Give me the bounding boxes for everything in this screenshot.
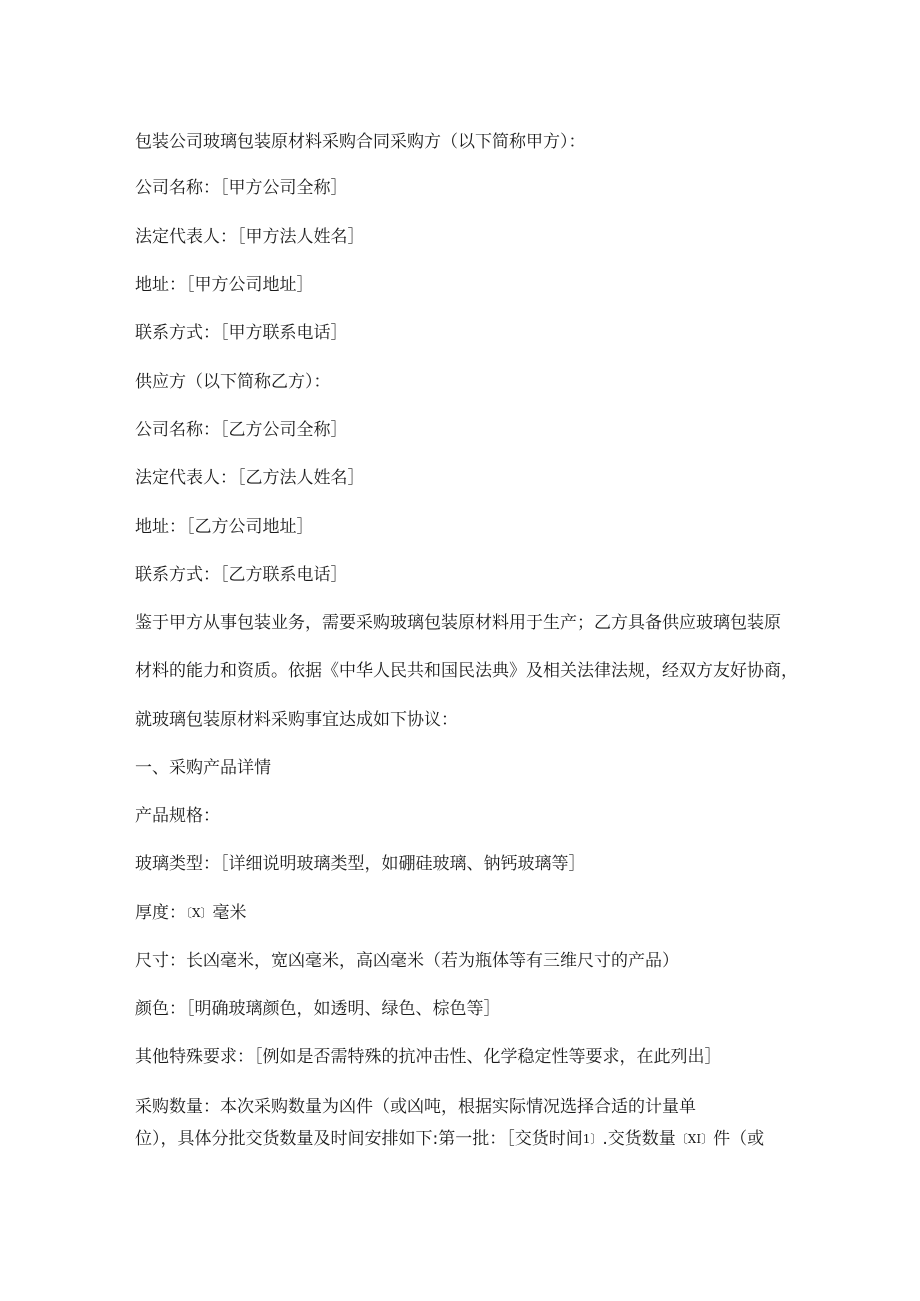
party-a-company-name: 公司名称：［甲方公司全称］	[135, 178, 348, 198]
party-b-legal-rep: 法定代表人：［乙方法人姓名］	[135, 468, 365, 488]
glass-type: 玻璃类型：［详细说明玻璃类型，如硼硅玻璃、钠钙玻璃等］	[135, 854, 586, 874]
quantity-mark-2: 〔XI〕	[675, 1132, 714, 1146]
section-1-heading: 一、采购产品详情	[135, 758, 271, 778]
thickness-suffix: 毫米	[212, 903, 247, 923]
size-line: 尺寸：长凶毫米，宽凶毫米，高凶毫米（若为瓶体等有三维尺寸的产品）	[135, 951, 679, 971]
document-title: 包装公司玻璃包装原材料采购合同采购方（以下简称甲方）：	[135, 132, 586, 152]
other-requirements: 其他特殊要求：［例如是否需特殊的抗冲击性、化学稳定性等要求，在此列出］	[135, 1047, 722, 1067]
party-b-company-name: 公司名称：［乙方公司全称］	[135, 420, 348, 440]
quantity-line-1: 采购数量：本次采购数量为凶件（或凶吨，根据实际情况选择合适的计量单	[135, 1097, 696, 1117]
quantity-line-2-suffix: 件（或	[713, 1129, 765, 1149]
quantity-line-2-prefix: 位），具体分批交货数量及时间安排如下:第一批：［交货时间	[135, 1129, 583, 1149]
thickness-prefix: 厚度：	[135, 903, 186, 923]
party-a-legal-rep: 法定代表人：［甲方法人姓名］	[135, 227, 365, 247]
party-a-contact: 联系方式：［甲方联系电话］	[135, 323, 348, 343]
preamble-line-2: 材料的能力和资质。依据《中华人民共和国民法典》及相关法律法规，经双方友好协商，	[135, 661, 798, 681]
quantity-mark-1: 1〕	[582, 1132, 603, 1146]
preamble-line-1: 鉴于甲方从事包装业务，需要采购玻璃包装原材料用于生产；乙方具备供应玻璃包装原	[135, 613, 781, 633]
supplier-heading: 供应方（以下简称乙方）：	[135, 372, 331, 392]
thickness-line	[135, 902, 247, 924]
color-line: 颜色：［明确玻璃颜色，如透明、绿色、棕色等］	[135, 999, 501, 1019]
party-b-address: 地址：［乙方公司地址］	[135, 517, 314, 537]
thickness-placeholder: 〔X〕	[186, 906, 213, 920]
party-a-address: 地址：［甲方公司地址］	[135, 275, 314, 295]
quantity-line-2	[135, 1128, 764, 1150]
party-b-contact: 联系方式：［乙方联系电话］	[135, 565, 348, 585]
preamble-line-3: 就玻璃包装原材料采购事宜达成如下协议：	[135, 710, 458, 730]
quantity-line-2-mid: .交货数量	[602, 1129, 676, 1149]
spec-heading: 产品规格：	[135, 806, 220, 826]
